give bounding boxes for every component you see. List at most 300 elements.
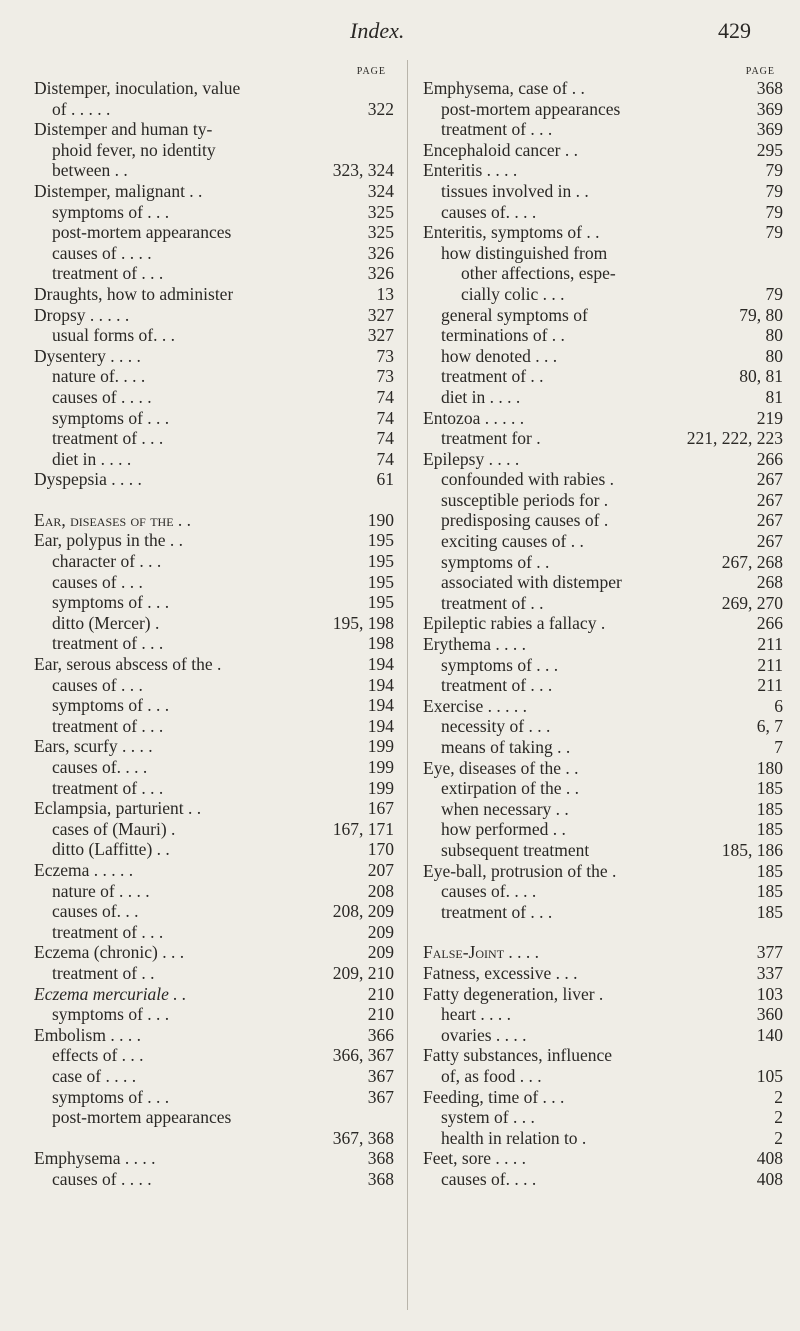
index-entry-page: 195 [367,530,394,551]
index-entry-page: 74 [376,386,394,407]
index-entry-text: causes of. . . . [441,201,537,222]
index-entry [34,1087,394,1108]
index-entry-page: 267, 268 [721,551,783,572]
index-entry [423,1004,783,1025]
left-column [34,66,394,1189]
index-entry [34,78,394,99]
index-entry [423,799,783,820]
index-entry-page: 185 [756,901,783,922]
index-entry [34,1169,394,1190]
index-entry-page: 221, 222, 223 [686,428,783,449]
index-entry-page: 80, 81 [739,366,783,387]
right-column [423,66,783,1189]
index-entry-text: nature of . . . . [52,880,150,901]
index-entry-page: 79 [765,283,783,304]
index-entry [423,675,783,696]
index-entry-text: treatment of . . . [52,263,164,284]
index-entry-page: 190 [367,509,394,530]
index-entry-page: 199 [367,757,394,777]
index-entry-page: 208 [367,880,394,901]
index-entry-page: 74 [376,448,394,469]
index-entry [423,510,783,531]
index-entry-page: 81 [765,386,783,407]
index-entry-page: 73 [376,345,394,366]
index-entry-text: treatment of . . . [52,428,164,449]
index-entry-text: causes of . . . . [52,1168,152,1189]
index-entry [423,881,783,902]
index-entry-text: tissues involved in . . [441,180,589,201]
index-entry-text: heart . . . . [441,1004,511,1025]
index-entry-page: 170 [367,839,394,860]
index-entry-text: general symptoms of [441,304,588,325]
index-entry-text: cially colic . . . [461,283,565,304]
index-entry-page: 408 [756,1148,783,1169]
index-entry-text: Draughts, how to administer [34,283,234,304]
index-entry-text: case of . . . . [52,1065,137,1086]
index-entry [34,1066,394,1087]
index-entry-page: 2 [774,1127,783,1148]
index-entry [34,778,394,799]
index-entry-page: 140 [756,1024,783,1045]
index-entry [423,819,783,840]
index-entry-page: 208, 209 [332,901,394,922]
index-entry-text: when necessary . . [441,798,569,819]
section-gap [34,490,394,510]
index-entry [34,675,394,696]
index-entry [423,325,783,346]
index-entry-text: necessity of . . . [441,716,551,737]
index-entry [34,1025,394,1046]
index-entry-text: nature of. . . . [52,366,146,387]
index-entry [423,716,783,737]
index-entry-page: 327 [367,304,394,325]
index-entry-text: Epileptic rabies a fallacy . [423,613,606,634]
index-entry [34,881,394,902]
index-entry [423,1148,783,1169]
index-entry-page: 180 [756,757,783,778]
index-entry-page: 367 [367,1065,394,1086]
index-entry-page: 79 [765,201,783,222]
index-entry-text: Eclampsia, parturient . . [34,798,202,819]
index-entry-text: other affections, espe- [461,263,616,284]
index-entry-page: 74 [376,428,394,449]
left-entries-list [34,78,394,1189]
index-entry-page: 209 [367,921,394,942]
index-entry [34,510,394,531]
index-entry-text: Exercise . . . . . [423,695,527,716]
index-entry-text: character of . . . [52,551,162,572]
index-entry-text: treatment of . . . [441,901,553,922]
index-entry-text: Eye-ball, protrusion of the . [423,860,617,881]
index-entry-text: Ear, polypus in the . . [34,530,183,551]
index-entry-text: of . . . . . [52,98,111,119]
index-entry [34,469,394,490]
index-entry-page: 367 [367,1086,394,1107]
index-entry [423,119,783,140]
index-entry-page: 194 [367,654,394,675]
index-entry-text: Ear, serous abscess of the . [34,654,222,675]
index-entry-page: 167, 171 [332,818,394,839]
index-entry-page: 2 [774,1086,783,1107]
index-entry-text: Enteritis, symptoms of . . [423,222,600,243]
index-entry [34,222,394,243]
index-entry-page: 209 [367,942,394,963]
index-entry-text: treatment of . . [441,366,544,387]
index-entry [423,78,783,99]
index-entry-page: 167 [367,798,394,819]
index-entry-text: symptoms of . . . [52,201,170,222]
index-entry-text: Entozoa . . . . . [423,407,525,428]
index-entry-page: 185 [756,778,783,799]
index-entry [423,737,783,758]
index-entry [423,428,783,449]
index-entry [34,181,394,202]
index-entry-page: 13 [376,283,394,304]
index-entry [34,1004,394,1025]
index-entry-page: 368 [756,78,783,98]
index-entry [34,160,394,181]
index-entry-page: 194 [367,674,394,695]
index-entry-page: 79 [765,160,783,181]
index-entry-text: Eczema . . . . . [34,859,134,880]
index-entry-text: symptoms of . . . [52,695,170,716]
index-entry-text: exciting causes of . . [441,531,584,552]
index-entry [34,654,394,675]
index-entry-text: Ear, diseases of the . . [34,509,192,530]
index-entry-page: 185, 186 [721,839,783,860]
index-entry [423,366,783,387]
index-entry-text: ovaries . . . . [441,1024,527,1045]
index-entry-page: 368 [367,1168,394,1189]
index-entry-text: Emphysema, case of . . [423,78,585,98]
index-entry-page: 185 [756,819,783,840]
index-entry [423,942,783,963]
index-entry-text: Feet, sore . . . . [423,1148,527,1169]
index-entry-page: 211 [757,675,783,696]
index-entry-text: treatment of . . [441,592,544,613]
index-entry-page: 79 [765,222,783,243]
index-entry-text: Emphysema . . . . [34,1148,156,1169]
index-entry-page: 366 [367,1024,394,1045]
index-entry [423,572,783,593]
index-entry-text: ditto (Mercer) . [52,612,160,633]
index-entry [34,819,394,840]
index-entry [423,222,783,243]
index-entry [34,963,394,984]
index-entry-page: 210 [367,983,394,1004]
index-entry-page: 325 [367,201,394,222]
index-entry [423,963,783,984]
index-entry-text: how denoted . . . [441,345,558,366]
index-entry [423,490,783,511]
index-entry-text: Distemper, malignant . . [34,180,203,201]
index-entry-page: 326 [367,242,394,263]
index-entry [34,901,394,922]
index-entry-text: health in relation to . [441,1127,587,1148]
index-entry-page: 322 [367,98,394,119]
index-entry [423,99,783,120]
index-entry [423,655,783,676]
index-entry [34,984,394,1005]
index-entry-text: symptoms of . . . [52,1086,170,1107]
index-entry-text: Dysentery . . . . [34,345,141,366]
index-entry-text: associated with distemper [441,572,622,593]
index-entry-page: 324 [367,180,394,201]
index-entry-text: treatment of . . . [441,119,553,140]
index-entry [423,1045,783,1066]
index-entry-text: of, as food . . . [441,1065,542,1086]
index-entry-page: 360 [756,1004,783,1025]
index-entry-page: 377 [756,942,783,963]
index-entry [34,613,394,634]
index-entry [34,1107,394,1128]
index-entry-text: means of taking . . [441,737,571,757]
index-entry [34,633,394,654]
index-entry [423,387,783,408]
index-entry [423,758,783,779]
index-entry [423,984,783,1005]
index-entry-text: treatment of . . . [441,675,553,696]
index-entry [34,551,394,572]
index-entry [34,839,394,860]
index-entry-page: 211 [757,654,783,675]
index-entry [423,449,783,470]
index-entry [423,1025,783,1046]
index-entry [34,284,394,305]
index-entry [34,99,394,120]
index-entry-page: 199 [367,736,394,757]
index-entry [34,428,394,449]
index-entry [34,942,394,963]
index-entry-text: effects of . . . [52,1045,144,1066]
index-entry [34,1045,394,1066]
index-entry-page: 185 [756,860,783,881]
index-entry-page: 73 [376,366,394,387]
index-entry [34,530,394,551]
index-entry-text: causes of. . . . [441,881,537,902]
index-entry [423,1087,783,1108]
running-head-title: Index. [350,18,405,43]
index-entry-page: 267 [756,489,783,510]
index-entry-page: 195 [367,571,394,592]
index-entry-page: 266 [756,448,783,469]
index-entry-text: causes of . . . [52,674,143,695]
index-entry-text: causes of . . . . [52,242,152,263]
index-entry [34,860,394,881]
index-entry-text: between . . [52,160,128,181]
index-entry [423,1169,783,1190]
right-entries-list [423,78,783,1189]
index-entry-text: Fatness, excessive . . . [423,962,578,983]
index-entry-page: 368 [367,1148,394,1169]
index-entry [34,408,394,429]
index-entry-text: Eczema (chronic) . . . [34,942,185,963]
index-entry-text: symptoms of . . [441,551,550,572]
index-entry-text: terminations of . . [441,325,565,346]
index-entry-page: 79, 80 [739,304,783,325]
index-entry-text: treatment of . . . [52,921,164,942]
index-entry [34,592,394,613]
index-entry-text: Enteritis . . . . [423,160,518,181]
index-entry-text: post-mortem appearances [441,98,621,119]
index-entry-page: 327 [367,325,394,346]
index-entry-page: 61 [376,469,394,490]
index-entry-page: 323, 324 [332,160,394,181]
index-entry [34,572,394,593]
index-entry [423,346,783,367]
index-entry-text: treatment for . [441,428,541,449]
index-entry-text: causes of. . . . [441,1168,537,1189]
index-entry-text: Fatty substances, influence [423,1045,613,1066]
index-entry-page: 195 [367,551,394,572]
index-entry-text: treatment of . . [52,962,155,983]
index-entry-text: causes of . . . [52,571,143,592]
index-entry-page: 219 [756,407,783,428]
index-entry [34,449,394,470]
index-entry-page: 7 [774,737,783,757]
index-entry-text: symptoms of . . . [52,407,170,428]
index-entry [423,140,783,161]
index-entry-text: susceptible periods for . [441,489,609,510]
index-entry [423,243,783,264]
index-entry-page: 326 [367,263,394,284]
index-entry-page: 269, 270 [721,592,783,613]
index-entry [423,613,783,634]
index-entry-page: 105 [756,1065,783,1086]
index-entry-text: cases of (Mauri) . [52,818,176,839]
index-entry-text: Ears, scurfy . . . . [34,736,153,757]
index-entry-text: symptoms of . . . [441,654,559,675]
index-entry [34,119,394,140]
index-entry [423,284,783,305]
index-entry-text: diet in . . . . [52,448,132,469]
index-entry [423,840,783,861]
index-entry [34,922,394,943]
index-entry [423,778,783,799]
index-entry-text: post-mortem appearances [52,222,232,243]
index-entry [423,202,783,223]
index-entry-text: treatment of . . . [52,715,164,736]
index-entry-text: extirpation of the . . [441,778,580,799]
index-entry-page: 337 [756,962,783,983]
index-entry-text: Dyspepsia . . . . [34,469,142,490]
index-entry [34,346,394,367]
index-entry-text: causes of. . . [52,901,139,922]
index-entry-page: 79 [765,180,783,201]
index-entry [34,716,394,737]
index-entry [34,798,394,819]
index-entry [423,593,783,614]
index-entry-page: 2 [774,1107,783,1128]
index-entry [423,696,783,717]
index-entry-text: how distinguished from [441,242,608,263]
index-entry [34,263,394,284]
index-entry-page: 267 [756,531,783,552]
index-entry [34,736,394,757]
index-entry-text: usual forms of. . . [52,325,175,346]
index-entry [423,902,783,923]
column-divider [407,60,408,1310]
index-entry-text: system of . . . [441,1107,535,1128]
index-entry [34,325,394,346]
index-entry-page: 185 [756,881,783,902]
index-entry-page: 194 [367,715,394,736]
index-entry-text: how performed . . [441,819,566,840]
index-entry-page: 210 [367,1004,394,1025]
index-entry-text: False-Joint . . . . [423,942,540,963]
index-entry-page: 80 [765,345,783,366]
index-entry-text: confounded with rabies . [441,469,615,490]
index-entry-page: 325 [367,222,394,243]
index-entry-text: Erythema . . . . [423,634,527,655]
index-entry [34,140,394,161]
index-entry-page: 80 [765,325,783,346]
index-entry-text: Distemper, inoculation, value [34,78,241,98]
index-entry-page: 195 [367,592,394,613]
index-entry [423,305,783,326]
index-entry-text: symptoms of . . . [52,592,170,613]
index-entry-text: Dropsy . . . . . [34,304,130,325]
index-entry-page: 6 [774,695,783,716]
index-entry [423,408,783,429]
index-entry [423,531,783,552]
index-entry-page: 207 [367,859,394,880]
index-entry [34,202,394,223]
index-entry-page: 267 [756,469,783,490]
index-entry-page: 408 [756,1168,783,1189]
index-entry [423,1066,783,1087]
index-entry-page: 366, 367 [332,1045,394,1066]
index-entry-text: Eye, diseases of the . . [423,757,579,778]
index-entry [34,387,394,408]
index-entry-page: 367, 368 [332,1127,394,1148]
index-entry-text: Feeding, time of . . . [423,1086,565,1107]
index-entry-page: 211 [757,634,783,655]
index-entry-text: post-mortem appearances [52,1107,232,1128]
section-gap [423,922,783,942]
index-entry-text: phoid fever, no identity [52,139,216,160]
index-entry [423,263,783,284]
index-entry-text: Embolism . . . . [34,1024,141,1045]
index-entry-page: 185 [756,798,783,819]
index-entry [423,552,783,573]
right-column-page-label: PAGE [745,66,775,77]
index-entry-text: Distemper and human ty- [34,119,213,140]
index-entry [34,305,394,326]
index-entry [423,1128,783,1149]
index-entry-text: Epilepsy . . . . [423,448,520,469]
index-entry-page: 267 [756,510,783,531]
index-entry-page: 266 [756,613,783,634]
index-entry-text: Eczema mercuriale . . [34,983,187,1004]
index-entry-text: Encephaloid cancer . . [423,139,578,160]
index-entry-text: predisposing causes of . [441,510,609,531]
index-entry [34,757,394,778]
index-entry-page: 103 [756,983,783,1004]
index-entry-text: treatment of . . . [52,777,164,798]
index-entry [34,366,394,387]
left-column-page-label: PAGE [356,66,386,77]
index-entry [34,695,394,716]
index-entry [423,634,783,655]
index-entry-page: 198 [367,633,394,654]
index-entry-text: ditto (Laffitte) . . [52,839,170,860]
index-entry-text: Fatty degeneration, liver . [423,983,604,1004]
index-entry-text: symptoms of . . . [52,1004,170,1025]
index-entry [34,1148,394,1169]
index-entry-page: 295 [756,139,783,160]
index-entry-page: 209, 210 [332,962,394,983]
